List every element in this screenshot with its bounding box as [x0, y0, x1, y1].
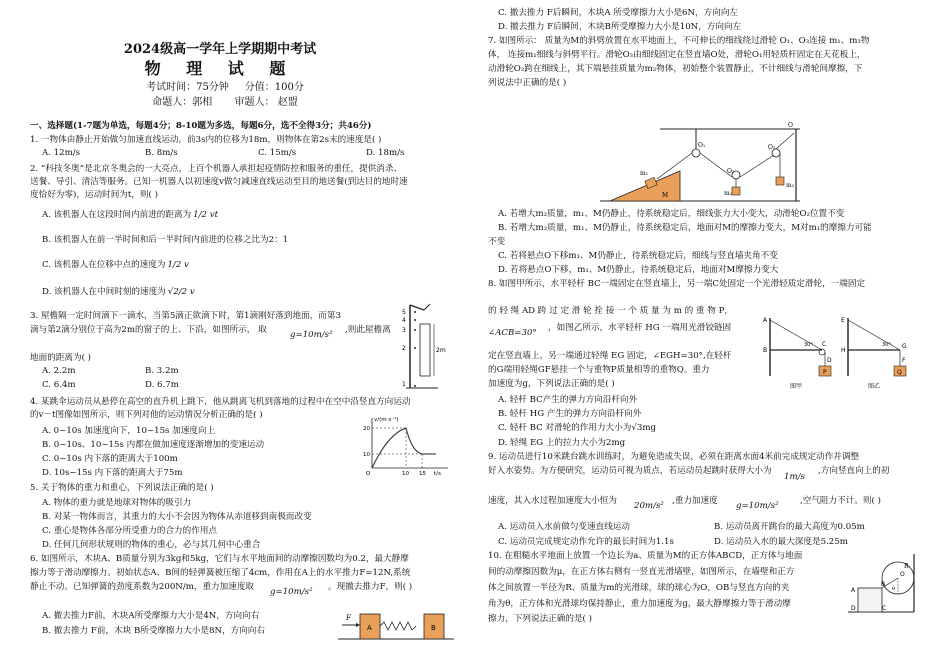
q2-line2: 送餐、导引、清洁等服务。已知一机器人以初速度v做匀减速直线运动至目的地送餐(到达目的地时速	[30, 177, 408, 187]
q7-option-b-line1: B. 若增大m₂质量，m₁、M仍静止，待系统稳定后，地面对M的摩擦力变大，M对m₁的摩擦力可能	[498, 223, 872, 233]
q3-fig-label-2: 2	[402, 345, 406, 352]
q8-fig-A: A	[763, 317, 768, 324]
q3-line2	[30, 324, 267, 337]
q6-blocks-figure	[338, 606, 454, 642]
q8-fig-P: P	[823, 369, 827, 376]
q8-option-b: B. 轻杆 HG 产生的弹力方向沿杆向外	[498, 409, 642, 419]
exam-meta-line2	[80, 93, 370, 108]
q8-fig-B: B	[763, 347, 768, 354]
q1-option-a: A. 12m/s	[42, 148, 81, 158]
q10-line3: 体之间放置一半径为R、质量为m的光滑球，球的球心为O，OB与竖直方向的夹	[488, 583, 790, 593]
q4-fig-x15: 15	[419, 471, 426, 476]
q7-fig-m1: m₁	[640, 170, 649, 177]
q4-vt-graph	[362, 414, 452, 476]
exam-score: 分值：100分	[244, 82, 304, 93]
q7-line3: 动滑轮O₂跨在细线上，其下端悬挂质量为m₂物体，初始整个装置静止，不计细线与滑轮间摩擦，下	[488, 64, 863, 74]
q9-option-d: D. 运动员入水的最大深度是5.25m	[714, 537, 848, 547]
q4-option-c: C. 0~10s 内下落的距离大于100m	[42, 454, 178, 464]
q3-fig-label-1: 1	[402, 381, 406, 388]
q1-option-d: D. 18m/s	[366, 148, 405, 158]
q8-fig-H: H	[841, 347, 846, 354]
q6-fig-f: F	[346, 614, 351, 622]
q3-line1: 3. 屋檐隔一定时间滴下一滴水，当第5滴正欲滴下时，第1滴刚好落到地面，而第3	[30, 311, 341, 321]
q3-g-value: g=10m/s²	[290, 330, 333, 340]
q7-fig-o2: O₂	[727, 168, 735, 175]
q10-fig-B: B	[881, 581, 886, 588]
exam-meta-line1	[80, 78, 370, 93]
q10-fig-C: C	[882, 605, 887, 612]
q8-fig-caption1: 图甲	[790, 383, 803, 390]
q9-line1: 9. 运动员进行10米跳台跳水训练时，为避免造成失误，必须在距离水面4米前完成规定动作并调整	[488, 452, 860, 462]
exam-reviewer: 审题人： 赵盟	[234, 97, 298, 108]
q9-v-value: 1m/s	[784, 472, 805, 482]
q7-fig-o1: O₁	[698, 142, 706, 149]
q4-fig-x10: 10	[402, 471, 409, 476]
q5-option-a: A. 物体的重力就是地球对物体的吸引力	[42, 498, 192, 508]
q7-fig-o3: O₃	[768, 144, 776, 151]
q8-fig-C: C	[822, 341, 827, 348]
q8-fig-E: E	[841, 317, 845, 324]
q10-fig-A: A	[851, 587, 856, 594]
q4-fig-xlabel: t/s	[434, 471, 441, 476]
q9-option-a: A. 运动员入水前做匀变速直线运动	[498, 522, 630, 532]
q2-line3: 度恰好为零)，运动时间为t，则( )	[30, 190, 158, 200]
q2-option-d-formula: √2/2 v	[167, 287, 195, 297]
q6-option-a: A. 撤去推力F前，木块A所受摩擦力大小是4N，方向向右	[42, 611, 260, 621]
q10-line1: 10. 在粗糙水平地面上放置一个边长为a、质量为M的正方体ABCD，正方体与地面	[488, 551, 803, 561]
q4-fig-y20: 20	[363, 426, 370, 432]
exam-subject: 物 理 试 题	[144, 59, 296, 78]
q5-option-c: C. 重心是物体各部分所受重力的合力的作用点	[42, 526, 218, 536]
q3-fig-label-3: 3	[402, 327, 406, 334]
q6-line2: 擦力等于滑动摩擦力。初始状态A、B间的轻弹簧被压缩了4cm，作用在A上的水平推力F=12N,系统	[30, 568, 411, 578]
q1-stem: 1. 一物体由静止开始做匀加速直线运动，前3s内的位移为18m，则物体在第2s末的速度是( )	[30, 135, 382, 145]
q9-line2: 好入水姿势。为方便研究，运动员可视为质点，若运动员起跳时获得大小为	[488, 466, 772, 476]
q8-option-a: A. 轻杆 BC产生的弹力方向沿杆向外	[498, 395, 638, 405]
q7-fig-m2: m₂	[724, 190, 733, 197]
q10-fig-R: R	[904, 563, 909, 570]
q7-pulley-figure	[600, 115, 800, 203]
q9-option-c: C. 运动员完成规定动作允许的最长时间为1.1s	[498, 537, 674, 547]
q6-option-b: B. 撤去推力 F前，木块 B所受摩擦力大小是8N，方向向右	[42, 626, 265, 636]
q3-fig-label-4: 4	[402, 317, 406, 324]
q8-fig-angle1: 30°	[804, 342, 813, 348]
q10-fig-theta: θ	[892, 586, 896, 592]
q2-option-b: B. 该机器人在前一半时间和后一半时间内前进的位移之比为2：1	[42, 235, 289, 245]
q1-option-c: C. 15m/s	[258, 148, 297, 158]
q2-option-a	[42, 208, 218, 220]
exam-title: 2024级高一学年上学期期中考试	[123, 42, 317, 57]
q8-fig-F: F	[902, 357, 906, 364]
q10-cube-ball-figure	[848, 552, 918, 616]
q9-line2-end: ,方向竖直向上的初	[818, 466, 890, 476]
q7-fig-o: O	[788, 122, 793, 129]
q8-line5: 的G端用轻绳GF悬挂一个与重物P质量相等的重物Q。重力	[488, 365, 710, 375]
q2-option-c-formula: 1/2 v	[167, 260, 189, 270]
q9-g-value: g=10m/s²	[736, 501, 779, 511]
q8-line6: 加速度为g，下列说法正确的是( )	[488, 379, 615, 389]
q2-option-d-text: D. 该机器人在中间时刻的速度为	[42, 287, 166, 297]
q3-window-figure	[402, 300, 452, 390]
exam-author: 命题人：郭相	[152, 97, 213, 108]
q3-fig-label-5: 5	[402, 309, 406, 316]
q7-option-b-line2: 不变	[488, 237, 506, 247]
q4-line2: 的v－t图像如图所示，则下列对他的运动情况分析正确的是( )	[30, 410, 263, 420]
q7-line4: 列说法中正确的是( )	[488, 78, 567, 88]
q2-option-c	[42, 258, 189, 270]
q6-option-d: D. 撤去推力 F后瞬间，木块B所受摩擦力大小是10N，方向向左	[498, 22, 742, 32]
q3-line3: 地面的距离为( )	[30, 353, 91, 363]
q8-fig-Q: Q	[897, 369, 902, 376]
q8-figures	[762, 316, 912, 392]
q3-option-a: A. 2.2m	[42, 366, 76, 376]
q8-fig-caption2: 图乙	[868, 383, 881, 390]
section-heading: 一、选择题(1-7题为单选，每题4分；8-10题为多选，每题6分，选不全得3分；共46分)	[30, 121, 372, 131]
q7-option-c: C. 若将悬点O下移m₁、M仍静止，待系统稳定后，细线与竖直墙夹角不变	[498, 251, 778, 261]
q8-line2: 的 轻 绳 AD 跨 过 定 滑 轮 拴 接 一 个 质 量 为 m 的 重 物 P，	[488, 306, 733, 316]
q7-fig-m3: m₃	[786, 182, 795, 189]
q8-line1: 8. 如图甲所示，水平轻杆 BC一端固定在竖直墙上，另一端C处固定一个光滑轻质定滑轮，一端固定	[488, 279, 866, 289]
q6-line1: 6. 如图所示，木块A、B质量分别为3kg和5kg，它们与水平地面间的动摩擦因数均为0.2，最大静摩	[30, 554, 409, 564]
q4-fig-y10: 10	[363, 452, 370, 458]
q3-option-d: D. 6.7m	[145, 380, 179, 390]
q9-line3-end: ,空气阻力不计。则( )	[800, 496, 881, 506]
q3-option-c: C. 6.4m	[42, 380, 76, 390]
q7-option-d: D. 若将悬点O下移，m₁、M仍静止，待系统稳定后，地面对M摩擦力变大	[498, 265, 779, 275]
q4-line1: 4. 某跳伞运动员从悬停在高空的直升机上跳下，他从跳离飞机到落地的过程中在空中沿竖直方向运动	[30, 397, 411, 407]
q3-line2-end: ,则此屋檐离	[345, 325, 391, 335]
q2-option-d	[42, 285, 195, 297]
q5-option-b: B. 对某一物体而言，其重力的大小不会因为物体从赤道移到南极而改变	[42, 512, 312, 522]
q8-line3: ，如图乙所示，水平轻杆 HG 一端用光滑铰链固	[548, 323, 732, 333]
exam-time: 考试时间：75分钟	[146, 82, 229, 93]
q8-fig-D: D	[827, 357, 832, 364]
q9-acc-value: 20m/s²	[634, 501, 664, 511]
q5-option-d: D. 任何几何形状规则的物体的重心，必与其几何中心重合	[42, 540, 261, 550]
q9-option-b: B. 运动员离开跳台的最大高度为0.05m	[714, 522, 865, 532]
q1-option-b: B. 8m/s	[145, 148, 178, 158]
q4-option-b: B. 0~10s、10~15s 内都在做加速度逐渐增加的变速运动	[42, 440, 265, 450]
q10-line2: 间的动摩擦因数为μ，在正方体右侧有一竖直光滑墙壁，如图所示，在墙壁和正方	[488, 567, 795, 577]
q3-option-b: B. 3.2m	[145, 366, 179, 376]
q10-line4: 角为θ，正方体和光滑球均保持静止，重力加速度为g，最大静摩擦力等于滑动摩	[488, 599, 791, 609]
q7-line2: 体， 连接m₁细线与斜劈平行。滑轮O₃由细线固定在竖直墙O处，滑轮O₁用轻质杆固定在天花板上，	[488, 50, 866, 60]
q7-fig-mM: M	[662, 192, 669, 199]
q5-stem: 5. 关于物体的重力和重心，下列说法正确的是( )	[30, 483, 214, 493]
q6-line3-end: 。现撤去推力F，则( )	[328, 582, 413, 592]
q8-line4: 定在竖直墙上，另一端通过轻绳 EG 固定，∠EGH=30°,在轻杆	[488, 351, 732, 361]
q8-option-d: D. 轻绳 EG 上的拉力大小为2mg	[498, 438, 626, 448]
q2-line1: 2. “科技冬奥”是北京冬奥会的一大亮点，上百个机器人承担起疫情防控和服务的重任，提供消杀、	[30, 164, 403, 174]
q9-line3-mid: ,重力加速度	[672, 496, 718, 506]
q6-fig-b: B	[431, 624, 436, 632]
q10-fig-D: D	[851, 605, 856, 612]
q6-fig-a: A	[367, 624, 372, 632]
q2-option-a-formula: 1/2 vt	[193, 210, 219, 220]
q4-fig-ylabel: v/(m·s⁻¹)	[374, 417, 399, 423]
q7-option-a: A. 若增大m₂质量，m₁、M仍静止，待系统稳定后，细线张力大小变大，动滑轮O₂位置不变	[498, 209, 845, 219]
q10-line5: 擦力，下列说法正确的是( )	[488, 614, 592, 624]
q8-angle: ∠ACB=30°	[488, 328, 537, 338]
q6-option-c: C. 撤去推力 F后瞬间，木块A 所受摩擦力大小是6N，方向向左	[498, 8, 739, 18]
q3-fig-label-2m: 2m	[436, 347, 446, 354]
q10-fig-O: O	[900, 571, 905, 578]
q9-line3: 速度，其入水过程加速度大小恒为	[488, 496, 617, 506]
q2-option-c-text: C. 该机器人在位移中点的速度为	[42, 260, 166, 270]
q4-fig-origin: O	[366, 471, 371, 476]
q7-line1: 7. 如图所示： 质量为M的斜劈放置在水平地面上，不可伸长的细线绕过滑轮 O₁、O₃连接 m₁、m₃物	[488, 36, 870, 46]
q6-line3: 静止不动。已知弹簧的劲度系数为200N/m，重力加速度取	[30, 582, 255, 592]
q8-option-c: C. 轻杆 BC 对滑轮的作用力大小为√3mg	[498, 423, 656, 433]
q8-fig-angle2: 30°	[882, 342, 891, 348]
q6-g-value: g=10m/s²	[270, 587, 313, 597]
q2-option-a-text: A. 该机器人在这段时间内前进的距离为	[42, 210, 192, 220]
q4-option-d: D. 10s~15s 内下落的距离大于75m	[42, 468, 183, 478]
q4-option-a: A. 0~10s 加速度向下，10~15s 加速度向上	[42, 426, 216, 436]
q8-fig-G: G	[902, 343, 907, 350]
q3-line2-text: 滴与第2滴分别位于高为2m的窗子的上、下沿，如图所示， 取	[30, 325, 267, 335]
